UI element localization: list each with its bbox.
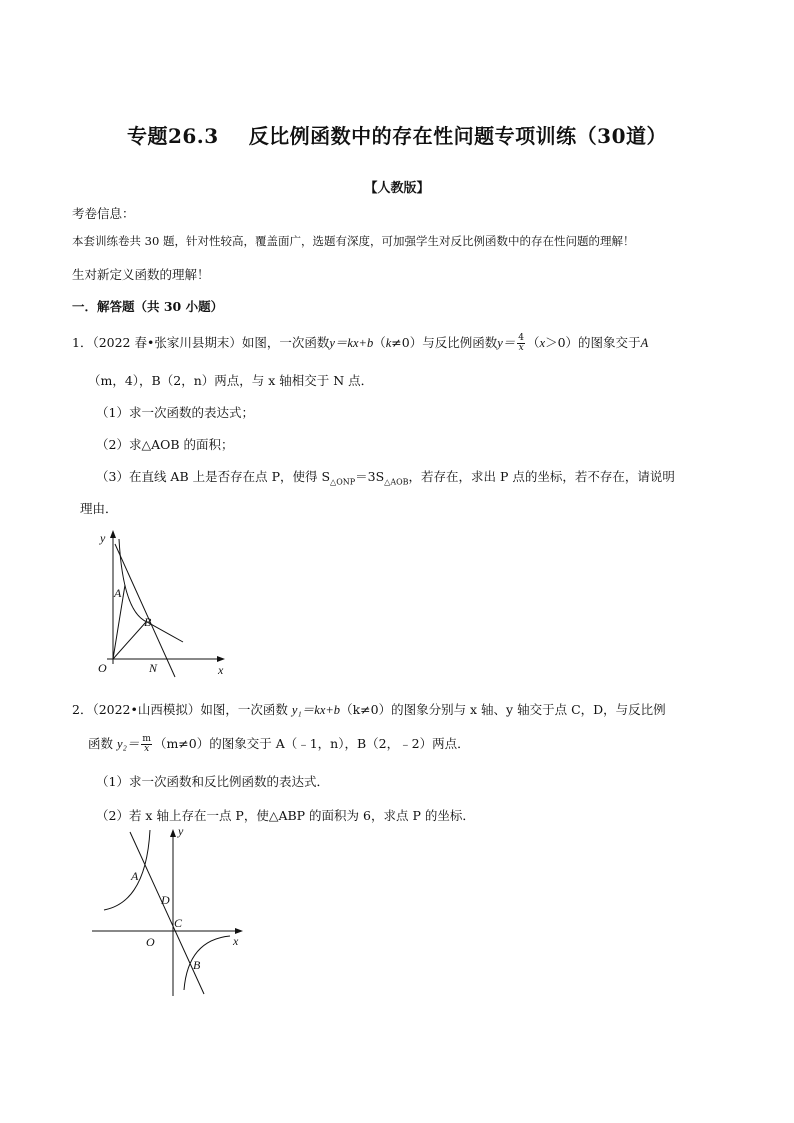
q1-eq-linear: y＝kx+b <box>329 336 374 350</box>
title-part1: 专题26.3 <box>126 124 219 148</box>
title-part2: 反比例函数中的存在性问题专项训练（30道） <box>248 124 668 148</box>
q2-label-A: A <box>131 869 139 883</box>
q1-text-g: （ <box>527 335 540 350</box>
q2-text-l2c: （m≠0）的图象交于 A（﹣1，n），B（2，﹣2）两点． <box>153 736 470 751</box>
q1-text-i: ＞0）的图象交于 <box>545 335 641 350</box>
q2-fraction <box>141 735 152 754</box>
q1-label-x: x <box>218 663 224 677</box>
q2-label-D: D <box>161 893 170 907</box>
section-heading: 一．解答题（共 30 小题） <box>72 299 224 314</box>
q2-frac-den: x <box>144 744 150 754</box>
q1-fraction <box>517 334 525 353</box>
info-line-1: 本套训练卷共 30 题，针对性较高，覆盖面广，选题有深度，可加强学生对反比例函数中的存在性问题的理解！ <box>72 234 635 248</box>
q1-label-y: y <box>100 531 106 545</box>
q1-label-B: B <box>144 615 152 629</box>
q1-var-k: k <box>385 336 392 350</box>
info-line-2: 生对新定义函数的理解！ <box>72 267 210 282</box>
q1-line-2: （m，4），B（2，n）两点，与 x 轴相交于 N 点． <box>88 373 374 388</box>
q1-eq-inverse: y＝ <box>497 336 516 350</box>
q2-label-C: C <box>174 916 183 930</box>
q2-y-arrow <box>170 829 176 837</box>
edition-label: 【人教版】 <box>364 181 430 196</box>
q1-y-arrow <box>110 530 116 538</box>
q1-p3-text-b: ＝3S <box>355 469 385 484</box>
q1-x-arrow <box>217 656 225 662</box>
q1-p3-sub-aob: △AOB <box>384 477 409 487</box>
q1-label-O: O <box>98 661 107 675</box>
q1-frac-num: 4 <box>518 333 525 343</box>
q1-frac-den: x <box>518 343 524 353</box>
q2-part-1: （1）求一次函数和反比例函数的表达式． <box>96 774 329 789</box>
q1-part-3-cont: 理由． <box>80 501 118 516</box>
info-label: 考卷信息： <box>72 206 135 221</box>
q1-part-1: （1）求一次函数的表达式； <box>96 405 254 420</box>
q1-p3-text-c: ，若存在，求出 P 点的坐标，若不存在，请说明 <box>408 469 675 484</box>
q2-text-c: （k≠0）的图象分别与 x 轴、y 轴交于点 C，D，与反比例 <box>340 702 666 717</box>
q2-text-l2a: 函数 <box>88 736 117 751</box>
q1-text-e: ≠0）与反比例函数 <box>391 335 498 350</box>
q1-label-N: N <box>149 661 158 675</box>
page-title <box>0 120 794 149</box>
q2-hyperbola-left <box>104 830 150 910</box>
q2-line-1 <box>72 700 666 718</box>
q1-line-ab <box>115 544 175 677</box>
q2-eq-linear: y₁＝kx+b <box>291 703 341 717</box>
q2-label-x: x <box>233 934 239 948</box>
q2-eq-inverse: y₂＝ <box>116 737 140 751</box>
q2-label-B: B <box>193 958 201 972</box>
q1-text-a: 1．（2022 春•张家川县期末）如图，一次函数 <box>72 335 330 350</box>
q1-p3-sub-onp: △ONP <box>330 477 356 487</box>
q1-line-1 <box>72 333 648 353</box>
q1-part-3 <box>96 467 675 487</box>
q1-p3-text-a: （3）在直线 AB 上是否存在点 P，使得 S <box>96 469 331 484</box>
q2-figure <box>88 824 258 999</box>
q2-line-2 <box>88 734 470 754</box>
q2-frac-num: m <box>142 734 151 744</box>
q1-text-c: （ <box>373 335 386 350</box>
q2-label-O: O <box>146 935 155 949</box>
q1-var-A: A <box>640 336 649 350</box>
q1-var-x: x <box>539 336 546 350</box>
q2-label-y: y <box>178 824 184 838</box>
q2-part-2: （2）若 x 轴上存在一点 P，使△ABP 的面积为 6，求点 P 的坐标． <box>96 808 475 823</box>
q1-part-2: （2）求△AOB 的面积； <box>96 437 234 452</box>
q2-text-a: 2．（2022•山西模拟）如图，一次函数 <box>72 702 292 717</box>
q1-label-A: A <box>114 586 122 600</box>
q1-figure <box>85 522 245 682</box>
q2-hyperbola-right <box>184 936 230 990</box>
